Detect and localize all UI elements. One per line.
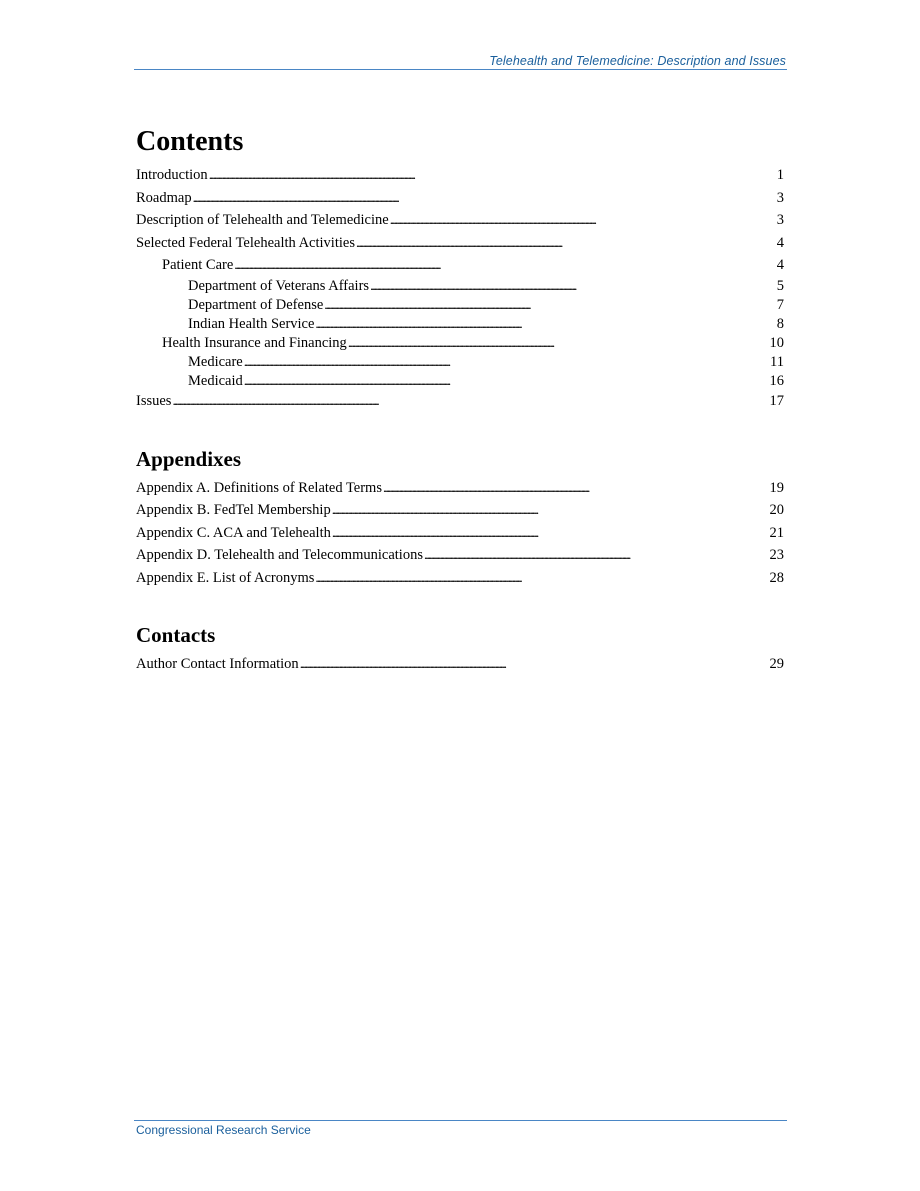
toc-entry-title: Department of Veterans Affairs (188, 278, 370, 294)
toc-entry[interactable] (136, 544, 784, 567)
dot-leader (315, 567, 768, 589)
table-of-contents (136, 124, 784, 676)
toc-entry-title: Health Insurance and Financing (162, 335, 347, 351)
contacts-heading: Contacts (136, 623, 216, 647)
dot-leader (244, 371, 769, 390)
toc-entry-page: 8 (776, 316, 784, 332)
toc-entry-page: 29 (769, 656, 784, 672)
toc-entry-page: 7 (776, 297, 784, 313)
toc-entry[interactable] (136, 333, 784, 352)
toc-entry-title: Selected Federal Telehealth Activities (136, 234, 355, 251)
toc-entry[interactable] (136, 254, 784, 276)
section-spacer (136, 589, 784, 621)
toc-entry-title: Appendix E. List of Acronyms (136, 569, 315, 586)
toc-entry-page: 11 (770, 354, 784, 370)
toc-entry-title: Description of Telehealth and Telemedicine (136, 212, 389, 228)
toc-entry-page: 20 (769, 502, 784, 518)
running-footer: Congressional Research Service (136, 1123, 311, 1137)
dot-leader (172, 390, 768, 412)
toc-entry-page: 5 (776, 278, 784, 294)
toc-entry-title: Roadmap (136, 189, 192, 206)
toc-entry[interactable] (136, 522, 784, 545)
toc-entry-page: 28 (769, 569, 784, 586)
toc-entry-title: Author Contact Information (136, 656, 299, 672)
toc-entry-page: 4 (776, 234, 784, 251)
toc-entry-title: Appendix A. Definitions of Related Terms (136, 479, 382, 496)
toc-entry-title: Indian Health Service (188, 316, 315, 332)
toc-entry-page: 3 (776, 189, 784, 206)
toc-entry[interactable] (136, 567, 784, 590)
appendixes-list (136, 477, 784, 590)
footer-rule (134, 1120, 787, 1121)
toc-entry-page: 1 (776, 167, 784, 183)
dot-leader (234, 254, 775, 276)
toc-entry-title: Introduction (136, 167, 208, 183)
dot-leader (244, 352, 769, 371)
toc-entry[interactable] (136, 477, 784, 500)
toc-entry-page: 19 (769, 479, 784, 496)
toc-entry[interactable] (136, 187, 784, 210)
toc-entry-page: 10 (769, 335, 784, 351)
toc-entry-title: Issues (136, 393, 172, 409)
dot-leader (300, 653, 769, 675)
dot-leader (356, 232, 776, 254)
contacts-list (136, 653, 784, 676)
toc-entry-title: Appendix D. Telehealth and Telecommunications (136, 547, 423, 563)
toc-entry-page: 23 (769, 547, 784, 563)
toc-entry-title: Department of Defense (188, 297, 324, 313)
contents-list (136, 164, 784, 413)
running-header: Telehealth and Telemedicine: Description and Issues (489, 54, 786, 68)
dot-leader (315, 314, 775, 333)
toc-entry[interactable] (136, 314, 784, 333)
toc-entry-title: Appendix B. FedTel Membership (136, 502, 331, 518)
toc-entry-page: 17 (769, 393, 784, 409)
section-spacer (136, 413, 784, 445)
toc-entry[interactable] (136, 164, 784, 187)
toc-entry-title: Medicare (188, 354, 243, 370)
dot-leader (332, 522, 769, 544)
dot-leader (383, 477, 769, 499)
dot-leader (324, 295, 775, 314)
toc-entry-page: 21 (769, 524, 784, 541)
dot-leader (209, 164, 776, 186)
toc-entry-title: Patient Care (162, 257, 234, 273)
toc-entry[interactable] (136, 352, 784, 371)
toc-entry-title: Appendix C. ACA and Telehealth (136, 524, 331, 541)
toc-entry-page: 4 (776, 257, 784, 273)
toc-entry-page: 3 (776, 212, 784, 228)
toc-entry-title: Medicaid (188, 373, 243, 389)
toc-entry[interactable] (136, 232, 784, 255)
dot-leader (424, 544, 769, 566)
dot-leader (370, 276, 776, 295)
contents-heading: Contents (136, 126, 244, 157)
dot-leader (193, 187, 776, 209)
toc-entry[interactable] (136, 653, 784, 676)
dot-leader (348, 333, 769, 352)
toc-entry[interactable] (136, 295, 784, 314)
toc-entry[interactable] (136, 209, 784, 232)
header-rule (134, 69, 787, 70)
toc-entry[interactable] (136, 499, 784, 522)
dot-leader (332, 499, 769, 521)
toc-entry[interactable] (136, 371, 784, 390)
appendixes-heading: Appendixes (136, 446, 242, 471)
toc-entry[interactable] (136, 276, 784, 295)
dot-leader (390, 209, 776, 231)
toc-entry[interactable] (136, 390, 784, 413)
toc-entry-page: 16 (769, 373, 784, 389)
